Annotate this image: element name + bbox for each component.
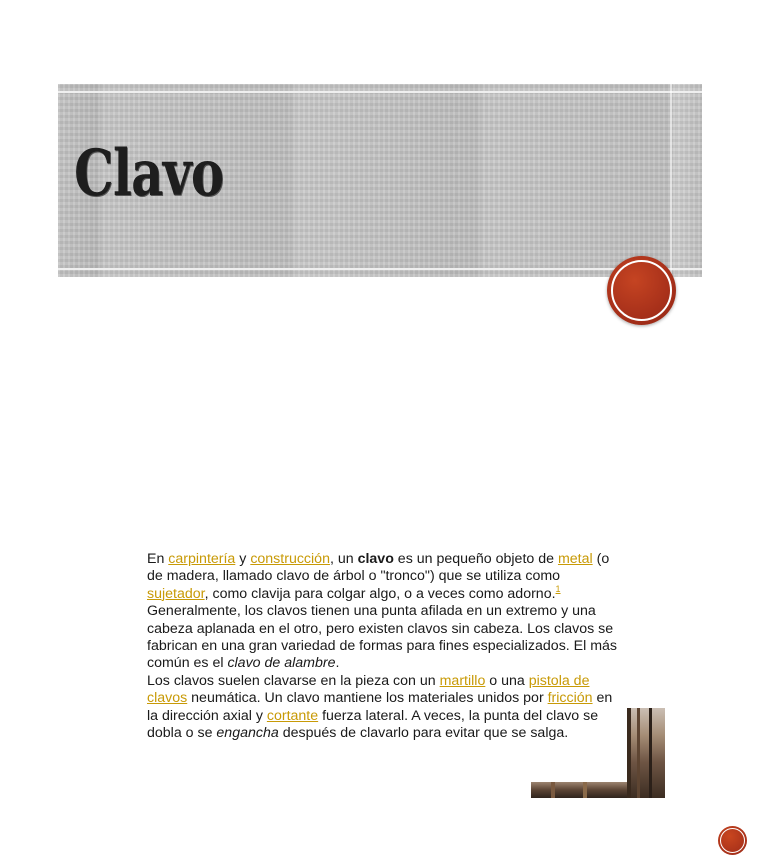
link-cortante[interactable]: cortante [266,707,319,724]
workshop-photo [531,708,665,798]
link-friccion[interactable]: fricción [547,690,593,707]
text-run: y [235,551,251,567]
link-pistola-de-clavos[interactable]: pistola de clavos [147,672,590,707]
text-run: , como clavija para colgar algo, o a veces como adorno. [204,585,556,602]
slide-number-circle [718,826,747,855]
text-run: Los clavos suelen clavarse en la pieza con un [147,672,440,689]
text-run: , un [329,551,358,567]
banner-seam [670,84,672,277]
link-martillo[interactable]: martillo [439,672,486,689]
text-run: . [335,655,340,672]
title-banner [58,84,702,277]
decorative-circle-badge [607,256,676,325]
text-run: en la dirección axial y [147,690,613,724]
text-run: Generalmente, los clavos tienen una punta afilada en un extremo y una cabeza aplanada en el otro, pero existen clavos sin cabeza. Los clavos se fabrican en una gran variedad de formas para fines especializados. El más común es el [147,603,618,672]
link-carpinteria[interactable]: carpintería [168,551,236,567]
term-clavo-de-alambre: clavo de alambre [227,655,336,672]
term-engancha: engancha [216,725,279,742]
text-run: después de clavarlo para evitar que se salga. [278,725,569,742]
banner-bottom-line [58,268,702,270]
text-run: fuerza lateral. A veces, la punta del clavo se dobla o se [147,707,599,742]
photo-interior [627,708,665,798]
link-metal[interactable]: metal [557,551,593,567]
text-run: es un pequeño objeto de [393,551,558,567]
text-run: neumática. Un clavo mantiene los materiales unidos por [187,690,548,707]
reference-sup [556,581,561,595]
text-run: o una [485,672,529,689]
link-sujetador[interactable]: sujetador [147,585,205,602]
slide-title: Clavo [74,136,224,211]
banner-top-line [58,91,702,93]
text-run: (o de madera, llamado clavo de árbol o "tronco") que se utiliza como [147,551,610,585]
photo-floor [531,782,627,798]
text-run: En [147,551,169,567]
reference-link-1[interactable]: 1 [555,584,561,595]
term-clavo: clavo [357,551,394,567]
paragraph-1 [147,551,617,671]
link-construccion[interactable]: construcción [250,551,330,567]
